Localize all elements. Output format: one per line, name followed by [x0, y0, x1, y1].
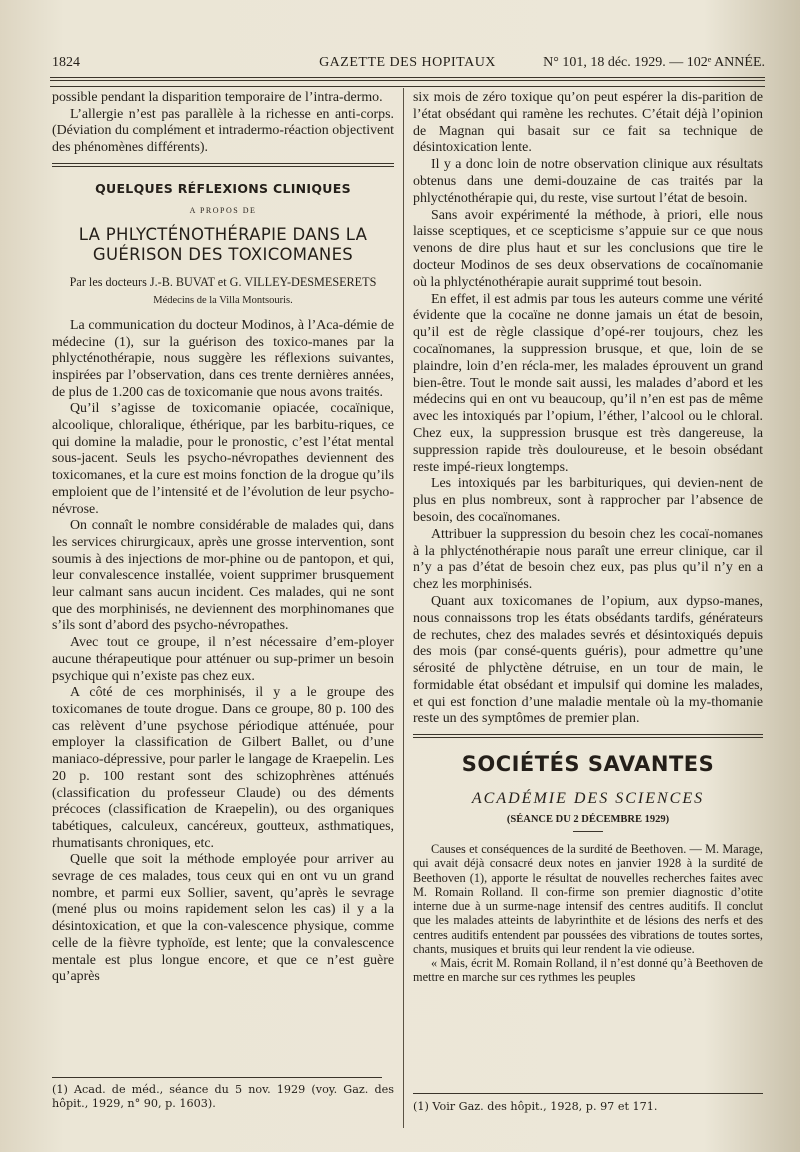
footnote-rule — [52, 1077, 382, 1078]
header-rule-3 — [50, 86, 765, 87]
body-paragraph: Quelle que soit la méthode employée pour arriver au sevrage de ces malades, tous ceux qui en ont vu un grand nombre, et parmi eux Sollier, savent, qu’après le sevrage (mené plus ou moins rapidement selon les cas) il y a la désintoxication, et que la con-valescence physique, comme celle de la fièvre typhoïde, est lente; que la convalescence mentale est plus longue encore, et que ce n’est guère qu’après — [52, 852, 394, 985]
report-paragraph: Causes et conséquences de la surdité de Beethoven. — M. Marage, qui avait déjà consacré deux notes en janvier 1928 à la surdité de Beethoven (1), apporte le résultat de nouvelles recherches faites avec M. Romain Rolland. Il con-firme son premier diagnostic d’otite interne due à un surme-nage intensif des centres auditifs. Il conclut que les malades atteints de labyrinthite et de lésions des nerfs et des centres auditifs entendent par poussées des vibrations de toutes sortes, chants, musiques et bruits qui leur rendent la vie odieuse. — [413, 842, 763, 956]
section-rule — [52, 163, 394, 164]
report-paragraph: « Mais, écrit M. Romain Rolland, il n’est donné qu’à Beethoven de mettre en marche sur ces rythmes les peuples — [413, 955, 763, 985]
page-number: 1824 — [52, 55, 80, 70]
body-paragraph: Avec tout ce groupe, il n’est nécessaire d’em-ployer aucune thérapeutique pour atténuer ou sup-primer un besoin psychique qui n’existe pas chez eux. — [52, 635, 394, 684]
section-title: SOCIÉTÉS SAVANTES — [461, 752, 715, 777]
short-rule — [573, 831, 603, 832]
intro-paragraph: possible pendant la disparition temporaire de l’intra-dermo. — [52, 90, 383, 105]
footnote: (1) Voir Gaz. des hôpit., 1928, p. 97 et 171. — [413, 1100, 658, 1113]
body-paragraph: On connaît le nombre considérable de malades qui, dans les services chirurgicaux, après une grosse intervention, sont soumis à des injections de mor-phine ou de pantopon, et qui, leur convalescence installée, voient supprimer brusquement leur calmant sans aucun incident. Ces malades, qui ne sont que des morphinisés, ne deviennent des morphinomanes que s’ils sont d’abord des psycho-névropathes. — [52, 518, 394, 634]
right-footnote-area — [413, 1100, 763, 1114]
body-paragraph: A côté de ces morphinisés, il y a le groupe des toxicomanes de toute drogue. Dans ce groupe, 80 p. 100 des cas relèvent d’une psychose périodique atténuée, pour employer la classification de Gilbert Ballet, ou d’une maniaco-dépressive, pour parler le langage de Kraepelin. Les 20 p. 100 restant sont des schizophrènes atténués (classification du professeur Claude) ou des déments précoces (classification de Kraepelin), ou des organiques tabétiques, calculeux, cancéreux, goutteux, asthmatiques, rhumatisants chroniques, etc. — [52, 685, 394, 851]
section-rule — [413, 737, 763, 738]
footnote-rule — [413, 1093, 763, 1094]
body-paragraph: Qu’il s’agisse de toxicomanie opiacée, cocaïnique, alcoolique, chloralique, éthérique, par les barbitu-riques, ce qui domine la maladie, pour le pronostic, c’est l’état mental sous-jacent. Seuls les psycho-névropathes deviennent des toxicomanes, et la cure est moins fonction de la drogue qu’ils emploient que de l’intensité et de l’évolution de leur psycho-névrose. — [52, 401, 394, 517]
seance-date: (SÉANCE DU 2 DÉCEMBRE 1929) — [506, 814, 670, 826]
body-paragraph: La communication du docteur Modinos, à l’Aca-démie de médecine (1), sur la guérison des toxico-manes par la phlycténothérapie, nous suggère les réflexions suivantes, inspirées par l’observation, dans ces trente dernières années, de plus de 1.200 cas de toxicomanie que nous avons traités. — [52, 317, 394, 400]
issue-info: N° 101, 18 déc. 1929. — 102ᵉ ANNÉE. — [543, 55, 765, 70]
body-paragraph: En effet, il est admis par tous les auteurs comme une vérité évidente que la cocaïne ne donne jamais un état de besoin, qu’il est de règle classique d’opé-rer toujours, chez les cocaïnomanes, la suppression brusque, et que, loin de se plaindre, loin d’en récla-mer, les malades éprouvent un grand bien-être. Tout le monde sait aussi, les malades d’abord et les médecins qui en ont vu beaucoup, qu’il n’en est pas de même avec les intoxiqués par l’opium, l’éther, l’alcool ou le chloral. Chez eux, la suppression brusque est très dangereuse, la suppression rapide très douloureuse, et le besoin obsédant reste impé-rieux longtemps. — [413, 291, 763, 475]
journal-title: GAZETTE DES HOPITAUX — [319, 55, 496, 70]
body-paragraph: six mois de zéro toxique qu’on peut espérer la dis-parition de l’état obsédant qui ramène les rechutes. C’était déjà l’opinion de Magnan qui basait sur ce fait sa technique de désintoxication lente. — [413, 90, 763, 156]
article-authors: Par les docteurs J.-B. BUVAT et G. VILLEY-DESMESERETS — [69, 274, 377, 289]
body-paragraph: Quant aux toxicomanes de l’opium, aux dypso-manes, nous connaissons trop les états obsédants tardifs, générateurs de rechutes, chez des malades sevrés et désintoxiqués depuis des mois (par consé-quents guéris), pour admettre qu’une sérosité de phlyctène détruise, en un tour de main, le formidable état obsédant et impulsif qui domine les malades, et qui est fonction d’une maladie mentale où la my-thomanie reste un des symptômes de premier plan. — [413, 593, 763, 727]
body-paragraph: Attribuer la suppression du besoin chez les cocaï-nomanes à la phlycténothérapie nous paraît une erreur clinique, car il n’y a pas d’état de besoin chez eux, pas plus qu’il n’y en a chez les morphinisés. — [413, 526, 763, 593]
left-footnote-area — [52, 1083, 394, 1110]
article-kicker: QUELQUES RÉFLEXIONS CLINIQUES — [95, 180, 351, 196]
article-affiliation: Médecins de la Villa Montsouris. — [153, 294, 293, 306]
article-title: LA PHLYCTÉNOTHÉRAPIE DANS LA GUÉRISON DES TOXICOMANES — [78, 224, 368, 264]
intro-paragraph: L’allergie n’est pas parallèle à la richesse en anti-corps. (Déviation du complément et intradermo-réaction objectivent des phénomènes différents). — [52, 106, 394, 156]
academy-report — [413, 842, 763, 984]
body-paragraph: Les intoxiqués par les barbituriques, qui devien-nent de plus en plus nombreux, sont à rapprocher par l’absence de besoin, des cocaïnomanes. — [413, 476, 763, 525]
section-rule — [413, 734, 763, 735]
header-rule — [50, 77, 765, 78]
academy-title: ACADÉMIE DES SCIENCES — [471, 790, 705, 808]
section-rule — [52, 166, 394, 167]
left-column — [52, 90, 394, 986]
header-rule-2 — [50, 80, 765, 81]
footnote: (1) Acad. de méd., séance du 5 nov. 1929 (voy. Gaz. des hôpit., 1929, n° 90, p. 1603). — [52, 1083, 394, 1110]
body-paragraph: Il y a donc loin de notre observation clinique aux résultats obtenus dans une demi-douzaine de cas traités par la phlycténothérapie qui, du reste, vise surtout l’état de besoin. — [413, 157, 763, 206]
article-small-heading: A PROPOS DE — [189, 205, 257, 215]
right-column — [413, 90, 763, 984]
running-header — [50, 55, 765, 75]
column-divider — [403, 88, 404, 1128]
body-paragraph: Sans avoir expérimenté la méthode, à priori, elle nous laisse sceptiques, et ce scepticisme s’appuie sur ce que nous venons de dire plus haut et sur les conclusions que tire le docteur Modinos de ses deux observations de cocaïnomanie où la phlycténothérapie aurait supprimé tout besoin. — [413, 207, 763, 290]
